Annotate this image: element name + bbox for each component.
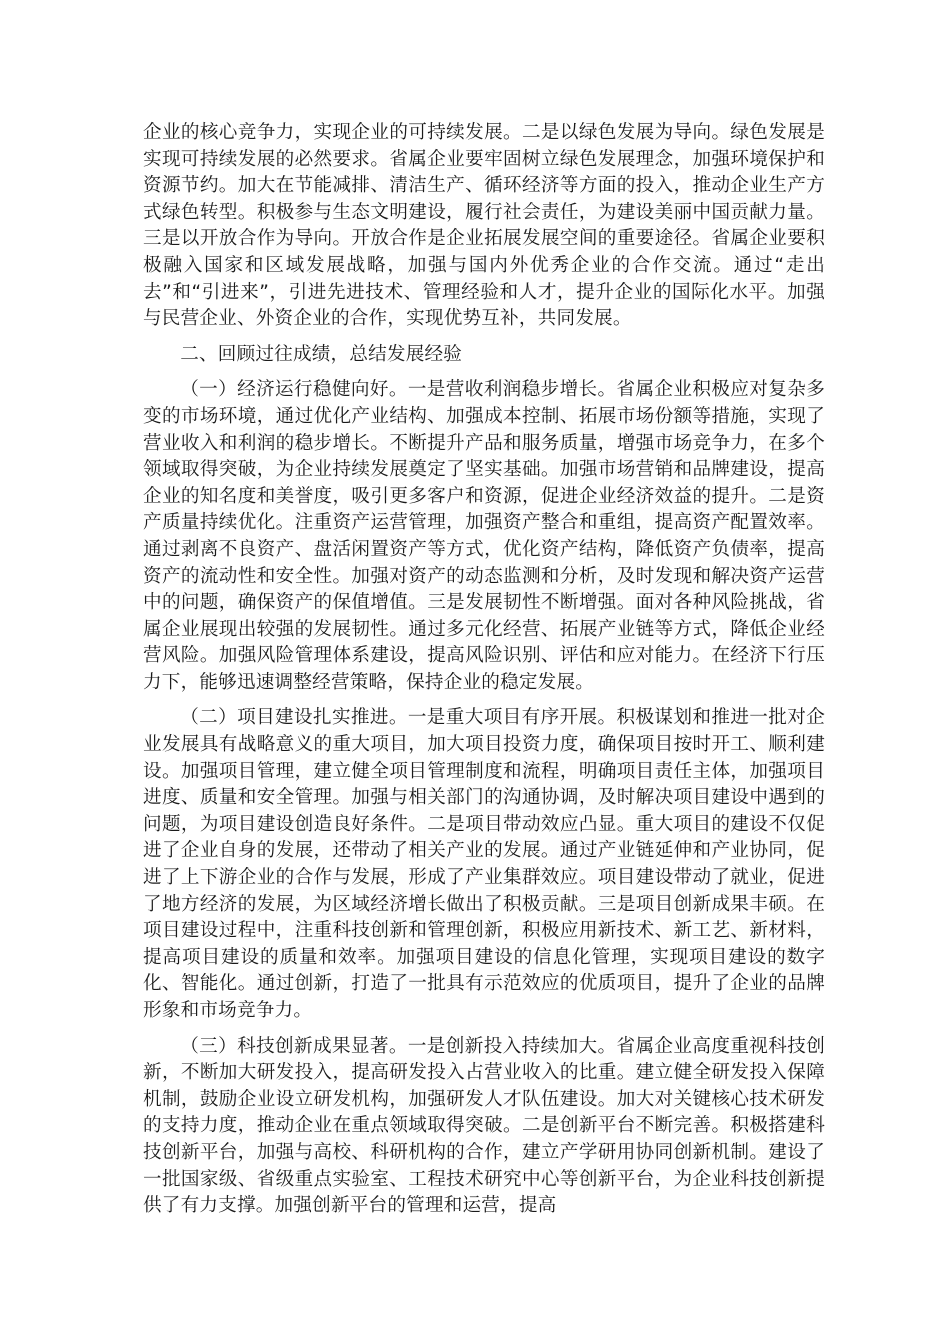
section-heading: 二、回顾过往成绩，总结发展经验: [180, 343, 463, 365]
paragraph-project-construction: （二）项目建设扎实推进。一是重大项目有序开展。积极谋划和推进一批对企业发展具有战略意义的重大项目，加大项目投资力度，确保项目按时开工、顺利建设。加强项目管理，建立健全项目管理制度和流程，明确项目责任主体，加强项目进度、质量和安全管理。加强与相关部门的沟通协调，及时解决项目建设中遇到的问题，为项目建设创造良好条件。二是项目带动效应凸显。重大项目的建设不仅促进了企业自身的发展，还带动了相关产业的发展。通过产业链延伸和产业协同，促进了上下游企业的合作与发展，形成了产业集群效应。项目建设带动了就业，促进了地方经济的发展，为区域经济增长做出了积极贡献。三是项目创新成果丰硕。在项目建设过程中，注重科技创新和管理创新，积极应用新技术、新工艺、新材料，提高项目建设的质量和效率。加强项目建设的信息化管理，实现项目建设的数字化、智能化。通过创新，打造了一批具有示范效应的优质项目，提升了企业的品牌形象和市场竞争力。: [143, 707, 825, 1021]
paragraph-tech-innovation: （三）科技创新成果显著。一是创新投入持续加大。省属企业高度重视科技创新，不断加大研发投入，提高研发投入占营业收入的比重。建立健全研发投入保障机制，鼓励企业设立研发机构，加强研发人才队伍建设。加大对关键核心技术研发的支持力度，推动企业在重点领域取得突破。二是创新平台不断完善。积极搭建科技创新平台，加强与高校、科研机构的合作，建立产学研用协同创新机制。建设了一批国家级、省级重点实验室、工程技术研究中心等创新平台，为企业科技创新提供了有力支撑。加强创新平台的管理和运营，提高: [143, 1035, 825, 1217]
paragraph-economic-operation: （一）经济运行稳健向好。一是营收利润稳步增长。省属企业积极应对复杂多变的市场环境，通过优化产业结构、加强成本控制、拓展市场份额等措施，实现了营业收入和利润的稳步增长。不断提升产品和服务质量，增强市场竞争力，在多个领域取得突破，为企业持续发展奠定了坚实基础。加强市场营销和品牌建设，提高企业的知名度和美誉度，吸引更多客户和资源，促进企业经济效益的提升。二是资产质量持续优化。注重资产运营管理，加强资产整合和重组，提高资产配置效率。通过剥离不良资产、盘活闲置资产等方式，优化资产结构，降低资产负债率，提高资产的流动性和安全性。加强对资产的动态监测和分析，及时发现和解决资产运营中的问题，确保资产的保值增值。三是发展韧性不断增强。面对各种风险挑战，省属企业展现出较强的发展韧性。通过多元化经营、拓展产业链等方式，降低企业经营风险。加强风险管理体系建设，提高风险识别、评估和应对能力。在经济下行压力下，能够迅速调整经营策略，保持企业的稳定发展。: [143, 379, 825, 693]
document-body: [143, 120, 825, 1229]
paragraph-continuation: 企业的核心竞争力，实现企业的可持续发展。二是以绿色发展为导向。绿色发展是实现可持续发展的必然要求。省属企业要牢固树立绿色发展理念，加强环境保护和资源节约。加大在节能减排、清洁生产、循环经济等方面的投入，推动企业生产方式绿色转型。积极参与生态文明建设，履行社会责任，为建设美丽中国贡献力量。三是以开放合作为导向。开放合作是企业拓展发展空间的重要途径。省属企业要积极融入国家和区域发展战略，加强与国内外优秀企业的合作交流。通过“走出去”和“引进来”，引进先进技术、管理经验和人才，提升企业的国际化水平。加强与民营企业、外资企业的合作，实现优势互补，共同发展。: [143, 122, 825, 330]
